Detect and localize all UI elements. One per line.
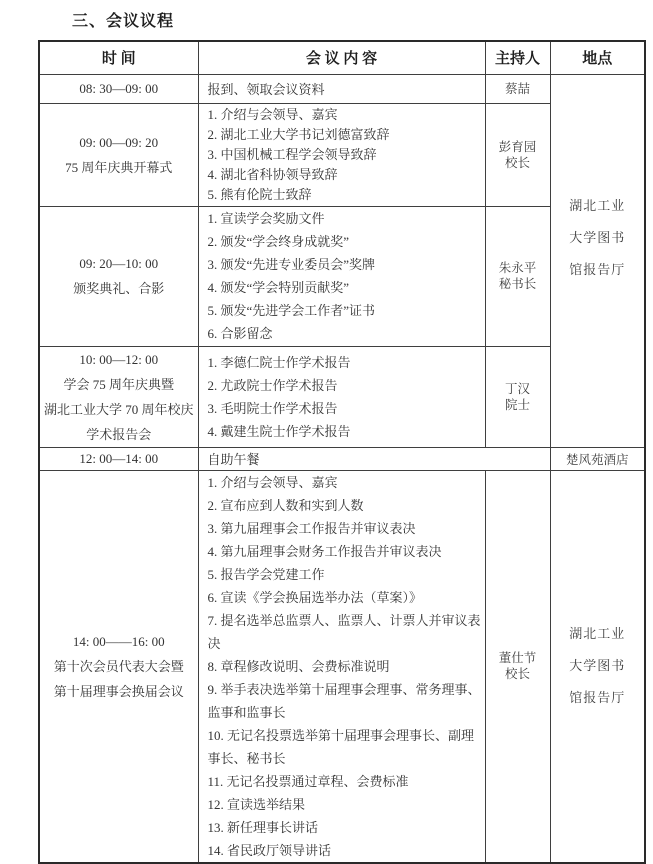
host-name: 校长 <box>504 155 530 170</box>
time-cell <box>39 206 198 346</box>
agenda-item: 6. 宣读《学会换届选举办法（草案）》 <box>207 589 423 605</box>
content-cell: 自助午餐 <box>198 447 550 470</box>
event-label <box>40 654 198 704</box>
agenda-table <box>38 40 646 864</box>
agenda-item: 1. 李德仁院士作学术报告 <box>207 354 351 370</box>
location-text: 楚风苑酒店 <box>565 452 629 467</box>
table-row <box>39 74 645 103</box>
time-cell <box>39 470 198 863</box>
header-content: 会 议 内 容 <box>198 41 485 74</box>
time-text: 09: 20—10: 00 <box>79 256 159 271</box>
page-title: 三、会议议程 <box>72 13 175 30</box>
agenda-item: 4. 湖北省科协领导致辞 <box>207 166 338 182</box>
event-name: 第十次会员代表大会暨 <box>53 658 184 674</box>
agenda-item: 6. 合影留念 <box>207 326 273 341</box>
host-name: 蔡喆 <box>504 81 530 96</box>
location-text: 湖北工业大学图书馆报告厅 <box>569 197 626 277</box>
agenda-item: 12. 宣读选举结果 <box>207 796 306 812</box>
time-cell <box>39 346 198 447</box>
event-name: 学术报告会 <box>86 426 152 442</box>
event-label <box>40 155 198 180</box>
header-row <box>39 41 645 74</box>
time-text: 14: 00——16: 00 <box>72 633 165 649</box>
event-name: 第十届理事会换届会议 <box>53 683 184 699</box>
time-cell <box>39 103 198 206</box>
event-label <box>40 276 198 301</box>
content-cell <box>198 206 485 346</box>
time-text: 10: 00—12: 00 <box>79 351 159 367</box>
time-cell: 08: 30—09: 00 <box>39 74 198 103</box>
event-label <box>40 372 198 447</box>
agenda-item: 4. 第九届理事会财务工作报告并审议表决 <box>207 543 442 559</box>
location-cell <box>550 74 645 447</box>
table-row <box>39 470 645 863</box>
agenda-item: 14. 省民政厅领导讲话 <box>207 842 332 858</box>
table-row <box>39 447 645 470</box>
header-host: 主持人 <box>485 41 550 74</box>
agenda-item: 4. 戴建生院士作学术报告 <box>207 423 351 439</box>
agenda-item: 5. 报告学会党建工作 <box>207 566 325 582</box>
agenda-item: 10. 无记名投票选举第十届理事会理事长、副理事长、秘书长 <box>207 727 475 766</box>
agenda-item: 3. 颁发“先进专业委员会”奖牌 <box>207 257 376 272</box>
location-cell <box>550 470 645 863</box>
event-name: 湖北工业大学 70 周年校庆 <box>43 401 194 417</box>
agenda-item: 1. 宣读学会奖励文件 <box>207 211 325 226</box>
agenda-item: 2. 湖北工业大学书记刘德富致辞 <box>207 126 390 142</box>
agenda-item: 7. 提名选举总监票人、监票人、计票人并审议表决 <box>207 612 481 651</box>
host-cell <box>485 74 550 103</box>
host-name: 院士 <box>504 397 530 412</box>
agenda-item: 3. 中国机械工程学会领导致辞 <box>207 146 377 162</box>
agenda-item: 3. 毛明院士作学术报告 <box>207 400 338 416</box>
agenda-item: 5. 颁发“先进学会工作者”证书 <box>207 303 376 318</box>
content-cell <box>198 346 485 447</box>
time-cell: 12: 00—14: 00 <box>39 447 198 470</box>
location-cell <box>550 447 645 470</box>
content-cell <box>198 103 485 206</box>
header-location: 地点 <box>550 41 645 74</box>
agenda-item: 11. 无记名投票通过章程、会费标准 <box>207 773 409 789</box>
host-cell <box>485 103 550 206</box>
host-name: 朱永平 <box>498 261 537 275</box>
host-name: 秘书长 <box>498 277 537 291</box>
agenda-item: 1. 介绍与会领导、嘉宾 <box>207 474 338 490</box>
agenda-item: 3. 第九届理事会工作报告并审议表决 <box>207 520 416 536</box>
host-cell <box>485 206 550 346</box>
host-name: 董仕节 <box>498 651 537 665</box>
agenda-item: 8. 章程修改说明、会费标准说明 <box>207 658 390 674</box>
host-cell <box>485 346 550 447</box>
agenda-item: 2. 尤政院士作学术报告 <box>207 377 338 393</box>
location-text: 湖北工业大学图书馆报告厅 <box>569 626 626 705</box>
host-cell <box>485 470 550 863</box>
agenda-item: 5. 熊有伦院士致辞 <box>207 186 312 202</box>
event-name: 75 周年庆典开幕式 <box>65 159 173 175</box>
time-text: 09: 00—09: 20 <box>79 134 159 150</box>
agenda-item: 2. 颁发“学会终身成就奖” <box>207 234 350 249</box>
agenda-item: 13. 新任理事长讲话 <box>207 819 319 835</box>
agenda-item: 1. 介绍与会领导、嘉宾 <box>207 106 338 122</box>
content-cell: 报到、领取会议资料 <box>198 74 485 103</box>
agenda-item: 9. 举手表决选举第十届理事会理事、常务理事、监事和监事长 <box>207 681 481 720</box>
host-name: 丁汉 <box>504 381 530 396</box>
agenda-item: 2. 宣布应到人数和实到人数 <box>207 497 364 513</box>
host-name: 校长 <box>504 667 530 681</box>
header-time: 时 间 <box>39 41 198 74</box>
event-name: 颁奖典礼、合影 <box>73 281 165 296</box>
host-name: 彭育园 <box>498 139 537 154</box>
event-name: 学会 75 周年庆典暨 <box>63 376 174 392</box>
agenda-item: 4. 颁发“学会特别贡献奖” <box>207 280 350 295</box>
content-cell <box>198 470 485 863</box>
